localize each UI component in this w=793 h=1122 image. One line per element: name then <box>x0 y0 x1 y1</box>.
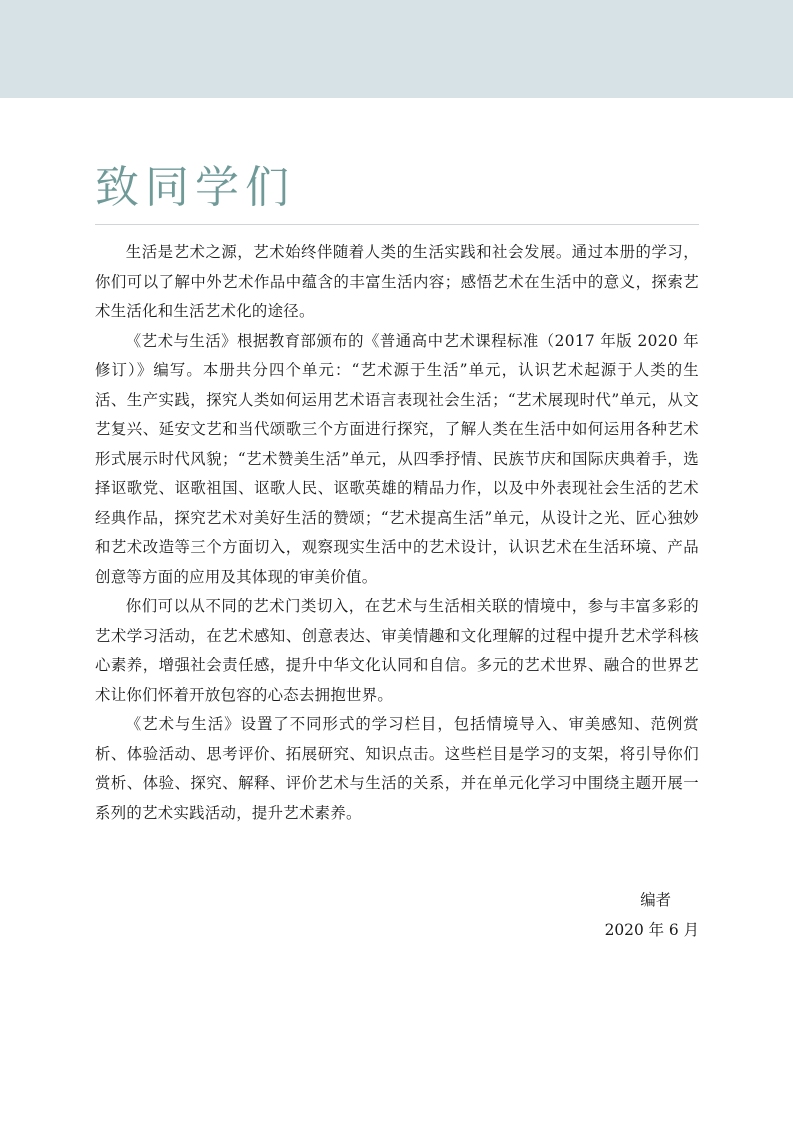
signoff <box>605 885 699 945</box>
paragraph-columns: 《艺术与生活》设置了不同形式的学习栏目，包括情境导入、审美感知、范例赏析、体验活动、思考评价、拓展研究、知识点击。这些栏目是学习的支架，将引导你们赏析、体验、探究、解释、评价艺术与生活的关系，并在单元化学习中围绕主题开展一系列的艺术实践活动，提升艺术素养。 <box>95 715 699 822</box>
header-band <box>0 0 793 98</box>
editor-label: 编者 <box>640 891 671 909</box>
paragraph-structure: 《艺术与生活》根据教育部颁布的《普通高中艺术课程标准（2017 年版 2020 年修订）》编写。本册共分四个单元：“艺术源于生活”单元，认识艺术起源于人类的生活、生产实践，探究人类如何运用艺术语言表现社会生活；“艺术展现时代”单元，从文艺复兴、延安文艺和当代颂歌三个方面进行探究，了解人类在生活中如何运用各种艺术形式展示时代风貌；“艺术赞美生活”单元，从四季抒情、民族节庆和国际庆典着手，选择讴歌党、讴歌祖国、讴歌人民、讴歌英雄的精品力作，以及中外表现社会生活的艺术经典作品，探究艺术对美好生活的赞颂；“艺术提高生活”单元，从设计之光、匠心独妙和艺术改造等三个方面切入，观察现实生活中的艺术设计，认识艺术在生活环境、产品创意等方面的应用及其体现的审美价值。 <box>95 331 699 586</box>
title-divider <box>95 224 699 225</box>
paragraph-activities: 你们可以从不同的艺术门类切入，在艺术与生活相关联的情境中，参与丰富多彩的艺术学习活动，在艺术感知、创意表达、审美情趣和文化理解的过程中提升艺术学科核心素养，增强社会责任感，提升中华文化认同和自信。多元的艺术世界、融合的世界艺术让你们怀着开放包容的心态去拥抱世界。 <box>95 597 699 704</box>
body-text <box>95 238 699 828</box>
page-title: 致同学们 <box>95 162 295 213</box>
publication-date: 2020 年 6 月 <box>604 921 699 939</box>
paragraph-intro: 生活是艺术之源，艺术始终伴随着人类的生活实践和社会发展。通过本册的学习，你们可以了解中外艺术作品中蕴含的丰富生活内容；感悟艺术在生活中的意义，探索艺术生活化和生活艺术化的途径。 <box>95 243 699 320</box>
